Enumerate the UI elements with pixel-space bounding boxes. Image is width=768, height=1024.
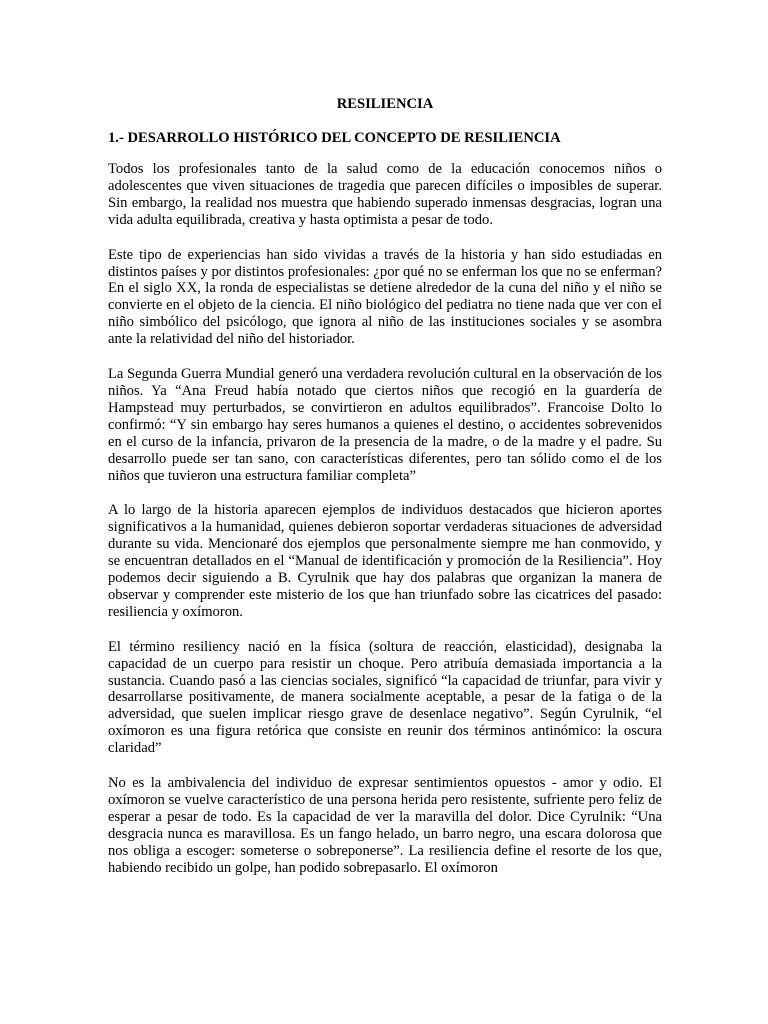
paragraph-4: A lo largo de la historia aparecen ejemplos de individuos destacados que hicieron aportes significativos a la humanidad, quienes debieron soportar verdaderas situaciones de adversidad durante su vida. Mencionaré dos ejemplos que personalmente siempre me han conmovido, y se encuentran detallados en el “Manual de identificación y promoción de la Resiliencia”. Hoy podemos decir siguiendo a B. Cyrulnik que hay dos palabras que organizan la manera de observar y comprender este misterio de los que han triunfado sobre las cicatrices del pasado: resiliencia y oxímoron.: [108, 502, 662, 620]
paragraph-2: Este tipo de experiencias han sido vividas a través de la historia y han sido estudiadas en distintos países y por distintos profesionales: ¿por qué no se enferman los que no se enferman? En el siglo XX, la ronda de especialistas se detiene alrededor de la cuna del niño y el niño se convierte en el objeto de la ciencia. El niño biológico del pediatra no tiene nada que ver con el niño simbólico del psicólogo, que ignora al niño de las instituciones sociales y se asombra ante la relatividad del niño del historiador.: [108, 246, 662, 348]
paragraph-3: La Segunda Guerra Mundial generó una verdadera revolución cultural en la observación de los niños. Ya “Ana Freud había notado que ciertos niños que recogió en la guardería de Hampstead muy perturbados, se convirtieron en adultos equilibrados”. Francoise Dolto lo confirmó: “Y sin embargo hay seres humanos a quienes el destino, o accidentes sobrevenidos en el curso de la infancia, privaron de la presencia de la madre, o de la madre y el padre. Su desarrollo puede ser tan sano, con características diferentes, pero tan sólido como el de los niños que tuvieron una estructura familiar completa”: [108, 366, 662, 484]
section-heading: 1.- DESARROLLO HISTÓRICO DEL CONCEPTO DE RESILIENCIA: [108, 130, 561, 146]
document-page: [108, 96, 662, 895]
document-title: RESILIENCIA: [336, 96, 434, 112]
paragraph-6: No es la ambivalencia del individuo de expresar sentimientos opuestos - amor y odio. El oxímoron se vuelve característico de una persona herida pero resistente, sufriente pero feliz de esperar a pesar de todo. Es la capacidad de ver la maravilla del dolor. Dice Cyrulnik: “Una desgracia nunca es maravillosa. Es un fango helado, un barro negro, una escara dolorosa que nos obliga a escoger: someterse o sobreponerse”. La resiliencia define el resorte de los que, habiendo recibido un golpe, han podido sobrepasarlo. El oxímoron: [108, 775, 662, 876]
paragraph-1: Todos los profesionales tanto de la salud como de la educación conocemos niños o adolescentes que viven situaciones de tragedia que parecen difíciles o imposibles de superar. Sin embargo, la realidad nos muestra que habiendo superado inmensas desgracias, logran una vida adulta equilibrada, creativa y hasta optimista a pesar de todo.: [108, 161, 662, 228]
paragraph-5: El término resiliency nació en la física (soltura de reacción, elasticidad), designaba la capacidad de un cuerpo para resistir un choque. Pero atribuía demasiada importancia a la sustancia. Cuando pasó a las ciencias sociales, significó “la capacidad de triunfar, para vivir y desarrollarse positivamente, de manera socialmente aceptable, a pesar de la fatiga o de la adversidad, que suelen implicar riesgo grave de desenlace negativo”. Según Cyrulnik, “el oxímoron es una figura retórica que consiste en reunir dos términos antinómico: la oscura claridad”: [108, 638, 662, 757]
